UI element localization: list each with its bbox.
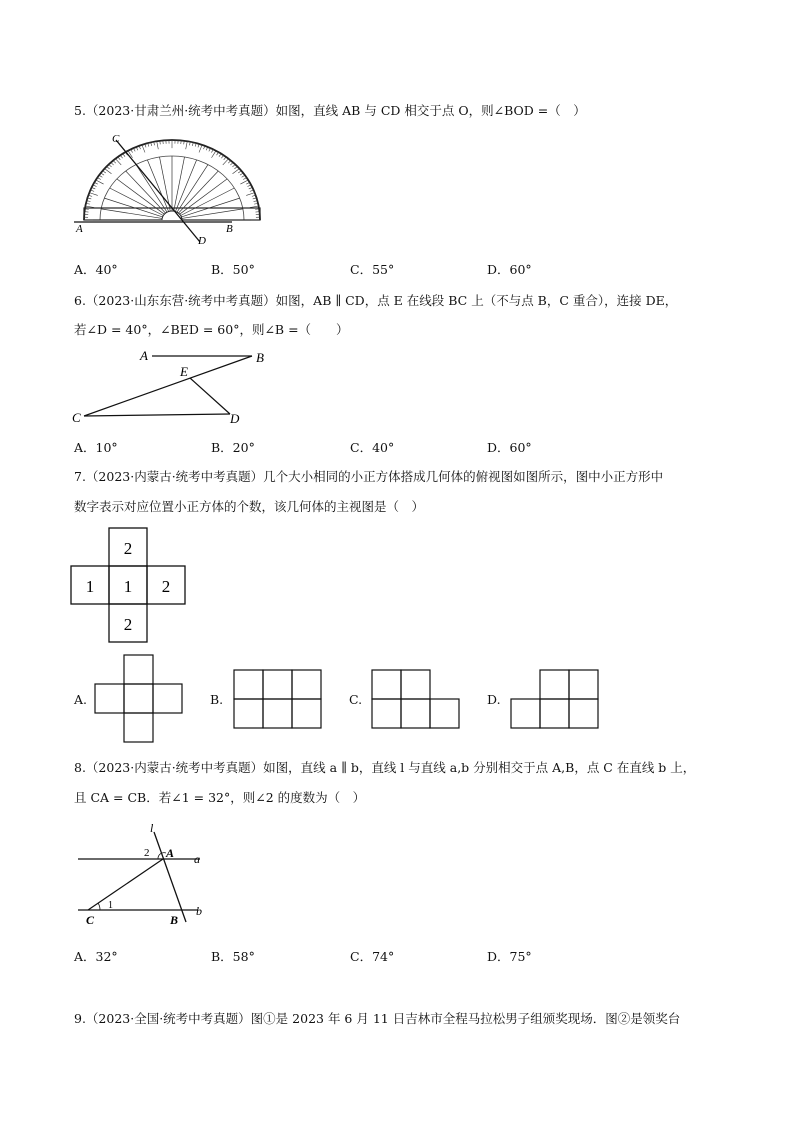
protractor-tick — [107, 166, 110, 168]
label-b: B — [226, 223, 233, 235]
q5-protractor-figure — [72, 130, 272, 250]
protractor-tick — [246, 193, 254, 196]
protractor-tick — [238, 171, 241, 173]
q8-figure — [74, 818, 214, 928]
grid-num-center: 1 — [123, 577, 133, 596]
label-d: D — [198, 235, 206, 247]
protractor-tick — [123, 154, 125, 157]
q5-stem: 5.（2023·甘肃兰州·统考中考真题）如图，直线 AB 与 CD 相交于点 O，则∠BOD =（ ） — [74, 103, 586, 118]
label-a: A — [76, 223, 83, 235]
label-a: a — [194, 852, 200, 866]
grid-num-left: 1 — [85, 577, 95, 596]
label-C: C — [86, 913, 95, 927]
protractor-tick — [219, 154, 221, 157]
protractor-tick — [186, 141, 188, 149]
protractor-tick — [101, 173, 104, 175]
protractor-tick — [240, 173, 243, 175]
q7-option-b-label[interactable]: B. — [210, 692, 224, 707]
protractor-tick — [109, 164, 112, 167]
segment-cb — [84, 356, 252, 416]
segment-ca — [88, 859, 163, 910]
grid-num-top: 2 — [123, 539, 133, 558]
q6-option-b[interactable]: B．20° — [211, 440, 255, 455]
protractor-tick — [113, 161, 116, 164]
label-A: A — [166, 846, 175, 860]
q8-stem-line2: 且 CA = CB．若∠1 = 32°，则∠2 的度数为（ ） — [74, 790, 366, 805]
protractor-tick — [89, 193, 97, 196]
q8-option-a[interactable]: A．32° — [74, 949, 118, 964]
label-angle-2: 2 — [144, 847, 150, 859]
label-b: B — [256, 350, 264, 365]
line-cd — [116, 140, 200, 242]
angle-1-arc — [98, 903, 100, 910]
label-c: C — [72, 410, 81, 425]
q7-stem-line1: 7.（2023·内蒙古·统考中考真题）几个大小相同的小正方体搭成几何体的俯视图如图所示，图中小正方形中 — [74, 469, 664, 484]
q5-option-a[interactable]: A．40° — [74, 262, 118, 277]
q8-option-d[interactable]: D．75° — [487, 949, 532, 964]
protractor-tick — [250, 206, 259, 207]
q9-stem: 9.（2023·全国·统考中考真题）图①是 2023 年 6 月 11 日吉林市全程马拉松男子组颁奖现场．图②是领奖台 — [74, 1011, 681, 1026]
q6-stem-line2: 若∠D = 40°，∠BED = 60°，则∠B =（ ） — [74, 322, 349, 337]
q8-stem-line1: 8.（2023·内蒙古·统考中考真题）如图，直线 a ∥ b，直线 l 与直线 a,b 分别相交于点 A,B，点 C 在直线 b 上， — [74, 760, 696, 775]
protractor-tick — [228, 161, 231, 164]
protractor-tick — [242, 175, 245, 177]
q7-stem-line2: 数字表示对应位置小正方体的个数，该几何体的主视图是（ ） — [74, 499, 425, 514]
q7-option-c-figure[interactable] — [371, 669, 463, 731]
protractor-tick — [234, 166, 237, 168]
protractor-tick — [221, 155, 223, 158]
label-a: A — [140, 348, 148, 363]
protractor-tick — [103, 171, 106, 173]
segment-cd — [84, 414, 230, 416]
q7-option-d-figure[interactable] — [510, 669, 602, 731]
q7-top-view-grid — [70, 526, 190, 644]
q7-option-a-figure[interactable] — [94, 654, 184, 744]
q7-option-d-label[interactable]: D. — [487, 692, 501, 707]
grid-num-bottom: 2 — [123, 615, 133, 634]
protractor-tick — [111, 162, 114, 165]
protractor-tick — [230, 162, 233, 165]
q8-option-c[interactable]: C．74° — [350, 949, 395, 964]
protractor-tick — [142, 145, 145, 153]
segment-ed — [190, 378, 230, 414]
q7-option-c-label[interactable]: C. — [349, 692, 363, 707]
label-c: C — [112, 133, 120, 145]
protractor-tick — [243, 178, 246, 180]
protractor-tick — [118, 157, 120, 160]
q7-option-a-label[interactable]: A. — [74, 692, 88, 707]
label-d: D — [230, 411, 240, 426]
label-B: B — [170, 913, 179, 927]
protractor-tick — [97, 178, 100, 180]
q5-option-d[interactable]: D．60° — [487, 262, 532, 277]
protractor-tick — [217, 152, 219, 155]
label-l: l — [150, 821, 154, 835]
label-e: E — [180, 364, 188, 379]
protractor-tick — [85, 206, 94, 207]
q6-figure — [68, 346, 278, 428]
q6-option-d[interactable]: D．60° — [487, 440, 532, 455]
label-angle-1: 1 — [108, 900, 113, 911]
q6-stem-line1: 6.（2023·山东东营·统考中考真题）如图，AB ∥ CD，点 E 在线段 BC 上（不与点 B，C 重合），连接 DE， — [74, 293, 678, 308]
q5-option-b[interactable]: B．50° — [211, 262, 255, 277]
protractor-tick — [224, 157, 226, 160]
protractor-tick — [99, 175, 102, 177]
q7-option-b-figure[interactable] — [233, 669, 323, 731]
protractor-rays — [101, 156, 243, 218]
q5-option-c[interactable]: C．55° — [350, 262, 395, 277]
q6-option-a[interactable]: A．10° — [74, 440, 118, 455]
protractor-tick — [199, 145, 202, 153]
protractor-tick — [232, 164, 235, 167]
protractor-tick — [157, 141, 159, 149]
q6-option-c[interactable]: C．40° — [350, 440, 395, 455]
label-b: b — [196, 904, 202, 918]
q8-option-b[interactable]: B．58° — [211, 949, 255, 964]
protractor-tick — [120, 155, 122, 158]
grid-num-right: 2 — [161, 577, 171, 596]
